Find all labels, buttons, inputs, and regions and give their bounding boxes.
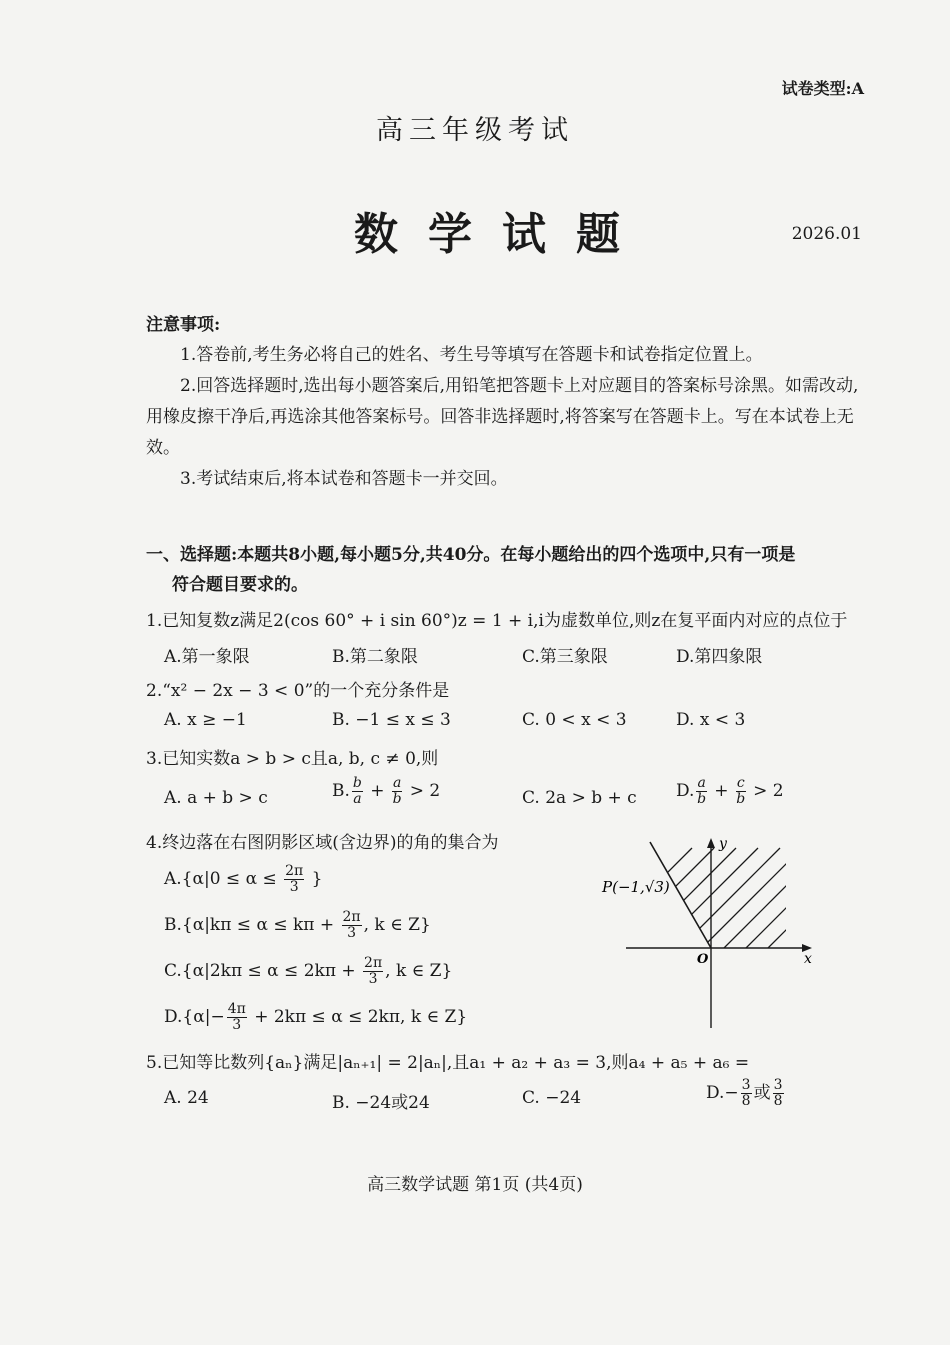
section-heading-line2: 符合题目要求的。 bbox=[172, 575, 308, 595]
plus-sign: + bbox=[370, 781, 385, 801]
origin-label: O bbox=[697, 952, 709, 967]
question-5-stem: 5.已知等比数列{aₙ}满足|aₙ₊₁| = 2|aₙ|,且a₁ + a₂ + a₃ = 3,则a₄ + a₅ + a₆ = bbox=[146, 1053, 750, 1073]
fraction bbox=[284, 864, 304, 895]
numerator: a bbox=[697, 775, 706, 791]
fraction bbox=[696, 776, 706, 807]
denominator: 3 bbox=[347, 925, 357, 941]
denominator: 3 bbox=[368, 971, 378, 987]
q3-option-a: A. a + b > c bbox=[164, 788, 268, 808]
numerator: b bbox=[352, 775, 362, 791]
numerator: c bbox=[736, 775, 745, 791]
q4-angle-diagram bbox=[596, 830, 836, 1035]
q2-option-d: D. x < 3 bbox=[676, 710, 746, 730]
question-4-stem: 4.终边落在右图阴影区域(含边界)的角的集合为 bbox=[146, 833, 499, 853]
denominator: b bbox=[736, 791, 746, 807]
q4-option-d bbox=[164, 1002, 467, 1033]
q2-option-b: B. −1 ≤ x ≤ 3 bbox=[332, 710, 451, 730]
q1-option-d: D.第四象限 bbox=[676, 647, 763, 667]
q4-option-a bbox=[164, 864, 322, 895]
fraction bbox=[342, 910, 362, 941]
y-axis-label: y bbox=[719, 836, 727, 852]
fraction bbox=[741, 1078, 752, 1109]
denominator: b bbox=[697, 791, 707, 807]
q5-option-b: B. −24或24 bbox=[332, 1093, 430, 1113]
denominator: 8 bbox=[773, 1093, 783, 1109]
notice-item: 1.答卷前,考生务必将自己的姓名、考生号等填写在答题卡和试卷指定位置上。 bbox=[180, 345, 763, 365]
q4-c-pre: C.{α|2kπ ≤ α ≤ 2kπ + bbox=[164, 961, 356, 981]
q5-d-mid: 或 bbox=[753, 1083, 771, 1103]
q4-d-post: + 2kπ ≤ α ≤ 2kπ, k ∈ Z} bbox=[254, 1007, 468, 1027]
question-1-stem: 1.已知复数z满足2(cos 60° + i sin 60°)z = 1 + i,i为虚数单位,则z在复平面内对应的点位于 bbox=[146, 611, 848, 631]
q4-b-pre: B.{α|kπ ≤ α ≤ kπ + bbox=[164, 915, 335, 935]
denominator: b bbox=[392, 791, 402, 807]
notice-item: 3.考试结束后,将本试卷和答题卡一并交回。 bbox=[180, 469, 508, 489]
denominator: a bbox=[353, 791, 362, 807]
numerator: 3 bbox=[773, 1077, 783, 1093]
fraction bbox=[736, 776, 746, 807]
denominator: 8 bbox=[741, 1093, 751, 1109]
section-heading-line1: 一、选择题:本题共8小题,每小题5分,共40分。在每小题给出的四个选项中,只有一项是 bbox=[146, 545, 796, 565]
section-heading bbox=[146, 540, 871, 600]
page-footer: 高三数学试题 第1页 (共4页) bbox=[367, 1175, 583, 1195]
subject-title: 数学试题 bbox=[354, 209, 650, 260]
shaded-region bbox=[596, 848, 836, 948]
numerator: 2π bbox=[364, 955, 383, 971]
numerator: 2π bbox=[285, 863, 304, 879]
fraction bbox=[363, 956, 383, 987]
q2-option-c: C. 0 < x < 3 bbox=[522, 710, 627, 730]
notice-list bbox=[146, 340, 866, 495]
q1-option-a: A.第一象限 bbox=[164, 647, 250, 667]
q5-option-d bbox=[706, 1078, 786, 1109]
numerator: 4π bbox=[227, 1001, 246, 1017]
q4-c-post: , k ∈ Z} bbox=[385, 961, 453, 981]
fraction bbox=[392, 776, 402, 807]
q3-option-c: C. 2a > b + c bbox=[522, 788, 637, 808]
q3-d-prefix: D. bbox=[676, 781, 695, 801]
numerator: a bbox=[392, 775, 402, 791]
q3-b-tail: > 2 bbox=[409, 781, 441, 801]
q1-option-c: C.第三象限 bbox=[522, 647, 608, 667]
denominator: 3 bbox=[289, 879, 299, 895]
q3-option-b bbox=[332, 776, 440, 807]
point-label: P(−1,√3) bbox=[602, 878, 670, 896]
grade-title: 高三年级考试 bbox=[376, 115, 574, 146]
fraction bbox=[352, 776, 363, 807]
notice-title: 注意事项: bbox=[146, 315, 221, 335]
q4-option-b bbox=[164, 910, 431, 941]
fraction bbox=[227, 1002, 247, 1033]
fraction bbox=[773, 1078, 784, 1109]
q2-option-a: A. x ≥ −1 bbox=[164, 710, 247, 730]
denominator: 3 bbox=[232, 1017, 242, 1033]
x-axis-label: x bbox=[804, 951, 812, 967]
y-axis-arrow bbox=[707, 838, 715, 848]
q4-a-pre: A.{α|0 ≤ α ≤ bbox=[164, 869, 277, 889]
exam-date: 2026.01 bbox=[791, 224, 862, 244]
question-2-stem: 2.“x² − 2x − 3 < 0”的一个充分条件是 bbox=[146, 681, 450, 701]
q4-d-pre: D.{α|− bbox=[164, 1007, 225, 1027]
q1-option-b: B.第二象限 bbox=[332, 647, 418, 667]
numerator: 2π bbox=[342, 909, 361, 925]
q5-option-a: A. 24 bbox=[164, 1088, 209, 1108]
exam-type-label: 试卷类型:A bbox=[781, 79, 864, 98]
q4-a-post: } bbox=[311, 869, 323, 889]
q3-b-prefix: B. bbox=[332, 781, 350, 801]
q4-option-c bbox=[164, 956, 452, 987]
q5-d-pre: D.− bbox=[706, 1083, 739, 1103]
numerator: 3 bbox=[741, 1077, 751, 1093]
q3-option-d bbox=[676, 776, 784, 807]
q3-d-tail: > 2 bbox=[753, 781, 784, 801]
q5-option-c: C. −24 bbox=[522, 1088, 582, 1108]
question-3-stem: 3.已知实数a > b > c且a, b, c ≠ 0,则 bbox=[146, 749, 439, 769]
notice-item: 2.回答选择题时,选出每小题答案后,用铅笔把答题卡上对应题目的答案标号涂黑。如需改动,用橡皮擦干净后,再选涂其他答案标号。回答非选择题时,将答案写在答题卡上。写在本试卷上无效。 bbox=[146, 376, 859, 458]
q4-b-post: , k ∈ Z} bbox=[363, 915, 431, 935]
plus-sign: + bbox=[714, 781, 729, 801]
